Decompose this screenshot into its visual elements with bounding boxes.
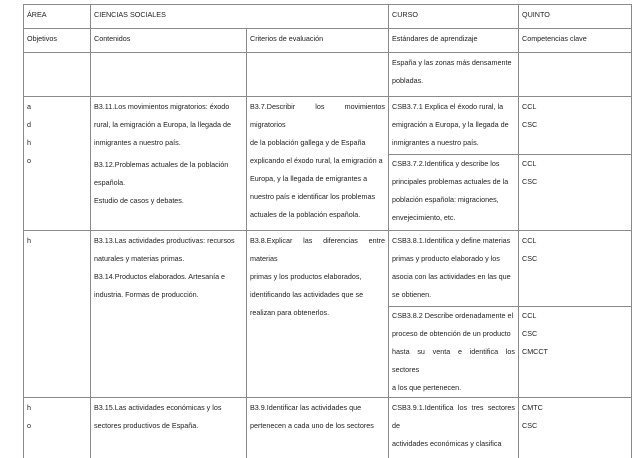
course-value: QUINTO [519, 5, 632, 29]
text-line: pobladas. [392, 76, 424, 85]
competency-code: CSC [522, 421, 538, 430]
contenidos-cell [91, 53, 247, 97]
text-line: actividades económicas y clasifica [392, 439, 502, 448]
text-line: realizan para obtenerlos. [250, 308, 330, 317]
competency-code: CSC [522, 329, 538, 338]
table-row [24, 97, 632, 231]
competency-code: CSC [522, 254, 538, 263]
table-row [24, 231, 632, 398]
criterios-cell [247, 398, 389, 458]
competency-code: CCL [522, 159, 537, 168]
objective-code: o [27, 421, 31, 430]
course-label: CURSO [389, 5, 519, 29]
competency-block [519, 154, 631, 191]
text-line: proceso de obtención de un producto [392, 329, 511, 338]
text-line: Estudio de casos y debates. [94, 196, 184, 205]
standard-block [389, 306, 518, 397]
objective-code: h [27, 138, 31, 147]
competency-code: CCL [522, 311, 537, 320]
text-line: CSB3.9.1.Identifica los tres sectores de [392, 403, 515, 430]
objetivos-cell [24, 53, 91, 97]
text-line: Europa, y la llegada de emigrantes a [250, 174, 368, 183]
objective-code: d [27, 120, 31, 129]
criterios-cell [247, 97, 389, 231]
text-line: de la población gallega y de España [250, 138, 366, 147]
text-line: B3.9.Identificar las actividades que [250, 403, 362, 412]
competency-code: CSC [522, 177, 538, 186]
objective-code: a [27, 102, 31, 111]
text-line: explicando el éxodo rural, la emigración a [250, 156, 383, 165]
text-line: rural, la emigración a Europa, la llegada de [94, 120, 232, 129]
text-line: hasta su venta e identifica los sectores [392, 347, 515, 374]
text-line: sectores productivos de España. [94, 421, 199, 430]
text-line: actuales de la población española. [250, 210, 361, 219]
text-line: primas y los productos elaborados, [250, 272, 362, 281]
text-line: principales problemas actuales de la [392, 177, 509, 186]
objective-code: h [27, 236, 31, 245]
text-line: identificando las actividades que se [250, 290, 364, 299]
competency-block [519, 306, 631, 361]
contenidos-cell [91, 231, 247, 398]
text-line: a los que pertenecen. [392, 383, 462, 392]
objetivos-cell [24, 97, 91, 231]
text-line: asocia con las actividades en las que [392, 272, 511, 281]
column-header-competencias: Competencias clave [519, 29, 632, 53]
text-line: inmigrantes a nuestro país. [94, 138, 181, 147]
header-row [24, 5, 632, 29]
text-line: B3.13.Las actividades productivas: recursos [94, 236, 235, 245]
standard-block [392, 98, 515, 154]
text-line: B3.14.Productos elaborados. Artesanía e [94, 272, 226, 281]
estandares-cell [389, 231, 519, 398]
text-line: CSB3.8.2 Describe ordenadamente el [392, 311, 514, 320]
text-line: envejecimiento, etc. [392, 213, 456, 222]
standard-block [392, 232, 515, 306]
curriculum-table [23, 4, 632, 458]
text-line: España y las zonas más densamente [392, 58, 512, 67]
text-line: B3.15.Las actividades económicas y los [94, 403, 222, 412]
contenidos-cell [91, 398, 247, 458]
competency-code: CMCCT [522, 347, 548, 356]
competency-code: CSC [522, 120, 538, 129]
objective-code: h [27, 403, 31, 412]
column-header-estandares: Estándares de aprendizaje [389, 29, 519, 53]
text-line: se obtienen. [392, 290, 432, 299]
text-line: B3.12.Problemas actuales de la población [94, 160, 229, 169]
text-line: CSB3.8.1.Identifica y define materias [392, 236, 511, 245]
text-line: población española: migraciones, [392, 195, 499, 204]
competencias-cell [519, 97, 632, 231]
text-line: naturales y materias primas. [94, 254, 185, 263]
text-line: industria. Formas de producción. [94, 290, 199, 299]
text-line: primas y producto elaborado y los [392, 254, 500, 263]
objetivos-cell [24, 398, 91, 458]
objetivos-cell [24, 231, 91, 398]
competencias-cell [519, 231, 632, 398]
criterios-cell [247, 231, 389, 398]
text-line: inmigrantes a nuestro país. [392, 138, 479, 147]
objective-code: o [27, 156, 31, 165]
text-line: española. [94, 178, 126, 187]
competency-code: CCL [522, 102, 537, 111]
area-label: ÁREA [24, 5, 91, 29]
text-line: B3.11.Los movimientos migratorios: éxodo [94, 102, 230, 111]
text-line: CSB3.7.2.Identifica y describe los [392, 159, 500, 168]
text-line: nuestro país e identificar los problemas [250, 192, 376, 201]
criterios-cell [247, 53, 389, 97]
standard-block [389, 154, 518, 227]
competency-block [522, 232, 628, 306]
text-line: CSB3.7.1 Explica el éxodo rural, la [392, 102, 504, 111]
contenidos-cell [91, 97, 247, 231]
competency-code: CCL [522, 236, 537, 245]
text-line: B3.7.Describir los movimientos migratorios [250, 102, 385, 129]
column-header-objetivos: Objetivos [24, 29, 91, 53]
column-header-criterios: Criterios de evaluación [247, 29, 389, 53]
table-row [24, 398, 632, 458]
text-line: pertenecen a cada uno de los sectores [250, 421, 374, 430]
text-line: B3.8.Explicar las diferencias entre materias [250, 236, 385, 263]
competencias-cell [519, 53, 632, 97]
estandares-cell [389, 398, 519, 458]
competencias-cell [519, 398, 632, 458]
estandares-cell [389, 53, 519, 97]
column-header-row [24, 29, 632, 53]
text-line: emigración a Europa, y la llegada de [392, 120, 509, 129]
area-value: CIENCIAS SOCIALES [91, 5, 389, 29]
column-header-contenidos: Contenidos [91, 29, 247, 53]
competency-code: CMTC [522, 403, 543, 412]
competency-block [522, 98, 628, 154]
table-row [24, 53, 632, 97]
estandares-cell [389, 97, 519, 231]
